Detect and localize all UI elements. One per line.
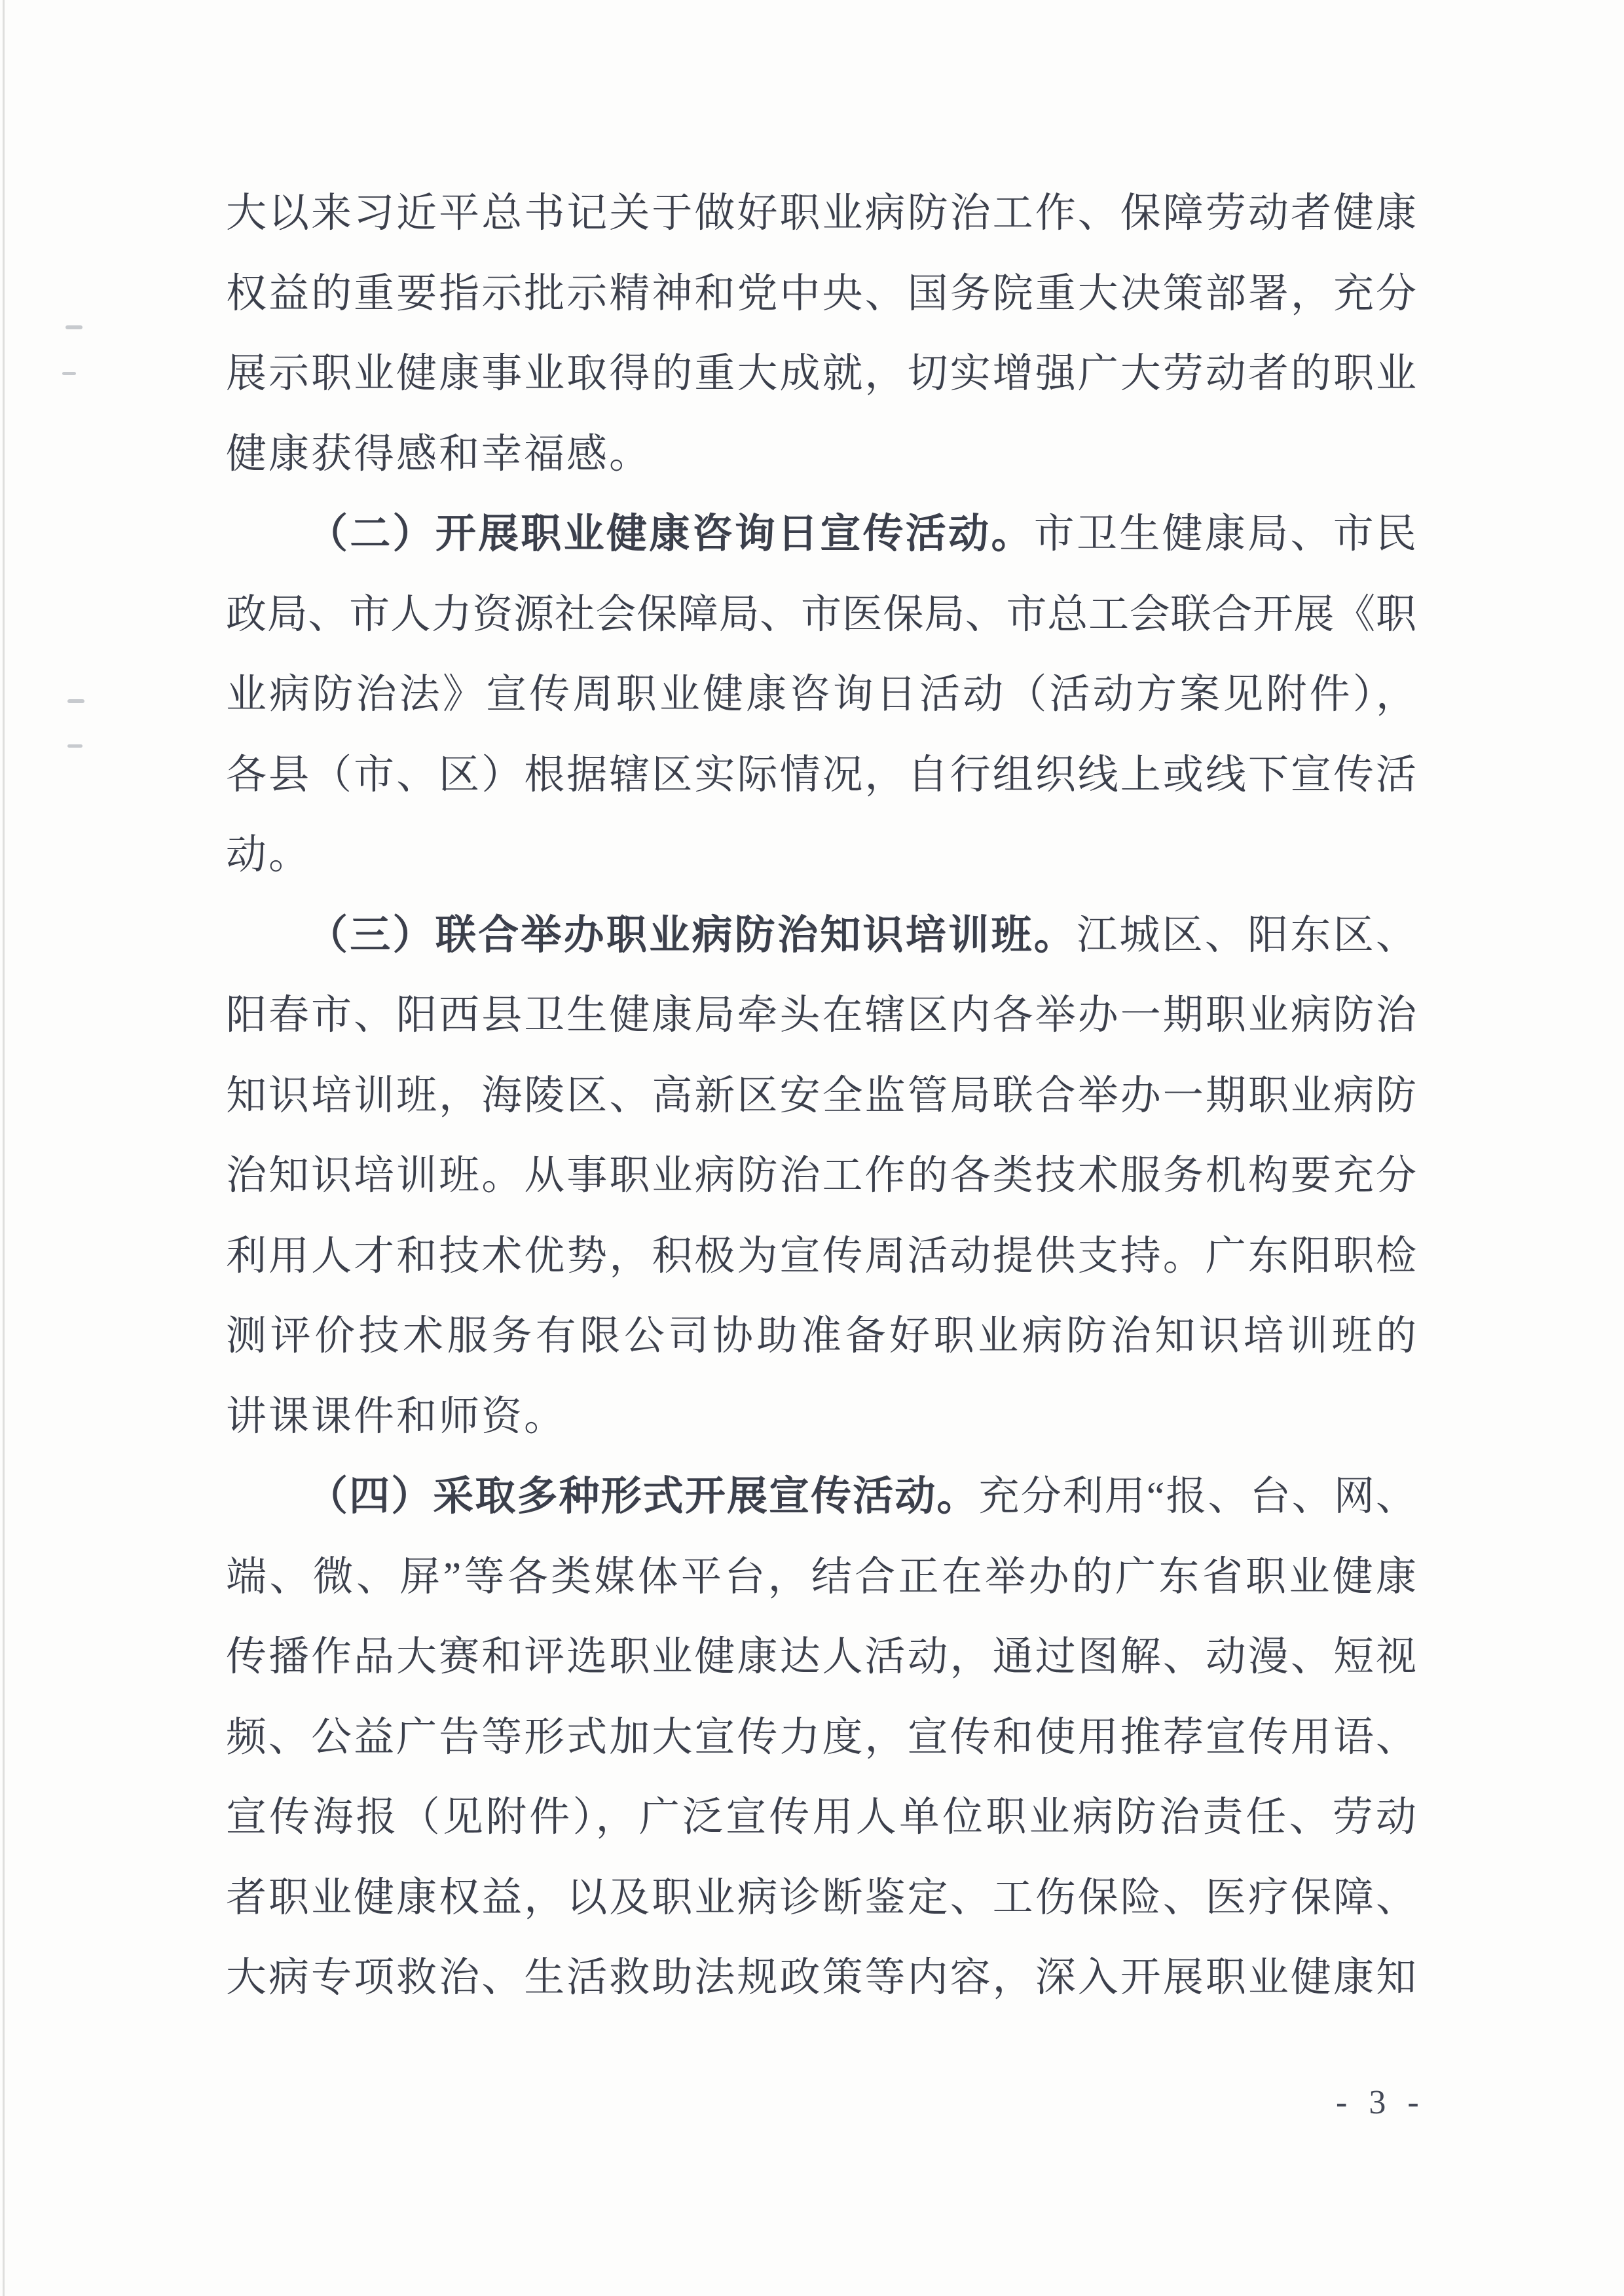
text-line bbox=[226, 1617, 1416, 1698]
heading-segment: （四）采取多种形式开展宣传活动。 bbox=[307, 1474, 979, 1519]
text-segment: 传播作品大赛和评选职业健康达人活动，通过图解、动漫、短视 bbox=[226, 1635, 1416, 1679]
text-segment: 充分利用“报、台、网、 bbox=[978, 1474, 1416, 1519]
text-segment: 阳春市、阳西县卫生健康局牵头在辖区内各举办一期职业病防治 bbox=[226, 993, 1416, 1038]
scan-mark bbox=[67, 744, 83, 748]
text-line bbox=[226, 414, 1416, 495]
text-segment: 频、公益广告等形式加大宣传力度，宣传和使用推荐宣传用语、 bbox=[226, 1715, 1416, 1760]
text-line bbox=[226, 173, 1416, 254]
text-line bbox=[226, 1777, 1416, 1858]
text-segment: 动。 bbox=[226, 833, 312, 877]
text-segment: 端、微、屏”等各类媒体平台，结合正在举办的广东省职业健康 bbox=[226, 1554, 1416, 1599]
text-segment: 展示职业健康事业取得的重大成就，切实增强广大劳动者的职业 bbox=[226, 352, 1416, 396]
text-line bbox=[226, 655, 1416, 735]
text-segment: 江城区、阳东区、 bbox=[1077, 913, 1416, 958]
text-segment: 治知识培训班。从事职业病防治工作的各类技术服务机构要充分 bbox=[226, 1154, 1416, 1198]
text-segment: 大以来习近平总书记关于做好职业病防治工作、保障劳动者健康 bbox=[226, 191, 1416, 236]
document-text bbox=[226, 173, 1416, 2018]
text-line bbox=[226, 575, 1416, 655]
text-segment: 讲课课件和师资。 bbox=[226, 1394, 567, 1439]
text-line bbox=[226, 1056, 1416, 1137]
text-segment: 权益的重要指示批示精神和党中央、国务院重大决策部署，充分 bbox=[226, 271, 1416, 316]
text-segment: 各县（市、区）根据辖区实际情况，自行组织线上或线下宣传活 bbox=[226, 752, 1416, 797]
text-line bbox=[226, 1537, 1416, 1618]
text-segment: 政局、市人力资源社会保障局、市医保局、市总工会联合开展《职 bbox=[226, 592, 1416, 637]
text-line bbox=[226, 1858, 1416, 1939]
scan-mark bbox=[65, 325, 83, 329]
text-line bbox=[226, 1377, 1416, 1457]
text-line bbox=[226, 254, 1416, 335]
text-line bbox=[226, 1938, 1416, 2018]
text-line bbox=[226, 1216, 1416, 1297]
text-segment: 大病专项救治、生活救助法规政策等内容，深入开展职业健康知 bbox=[226, 1956, 1416, 2000]
text-segment: 宣传海报（见附件），广泛宣传用人单位职业病防治责任、劳动 bbox=[226, 1795, 1416, 1840]
scan-edge-line bbox=[3, 0, 5, 2296]
text-line bbox=[226, 494, 1416, 575]
text-line bbox=[226, 334, 1416, 414]
text-segment: 市卫生健康局、市民 bbox=[1033, 512, 1416, 556]
text-line bbox=[226, 1296, 1416, 1377]
text-line bbox=[226, 975, 1416, 1056]
heading-segment: （二）开展职业健康咨询日宣传活动。 bbox=[307, 512, 1034, 556]
text-line bbox=[226, 735, 1416, 816]
text-line bbox=[226, 1698, 1416, 1778]
text-segment: 健康获得感和幸福感。 bbox=[226, 431, 652, 477]
text-line bbox=[226, 815, 1416, 896]
scan-mark bbox=[67, 699, 84, 703]
text-segment: 利用人才和技术优势，积极为宣传周活动提供支持。广东阳职检 bbox=[226, 1233, 1416, 1279]
heading-segment: （三）联合举办职业病防治知识培训班。 bbox=[307, 913, 1077, 958]
text-segment: 测评价技术服务有限公司协助准备好职业病防治知识培训班的 bbox=[226, 1314, 1416, 1358]
scan-mark bbox=[62, 372, 76, 375]
text-line bbox=[226, 896, 1416, 976]
text-segment: 者职业健康权益，以及职业病诊断鉴定、工伤保险、医疗保障、 bbox=[226, 1875, 1416, 1920]
text-segment: 业病防治法》宣传周职业健康咨询日活动（活动方案见附件）， bbox=[226, 672, 1416, 717]
text-line bbox=[226, 1457, 1416, 1537]
page-number: - 3 - bbox=[1336, 2084, 1426, 2121]
text-segment: 知识培训班，海陵区、高新区安全监管局联合举办一期职业病防 bbox=[226, 1073, 1416, 1118]
text-line bbox=[226, 1136, 1416, 1216]
